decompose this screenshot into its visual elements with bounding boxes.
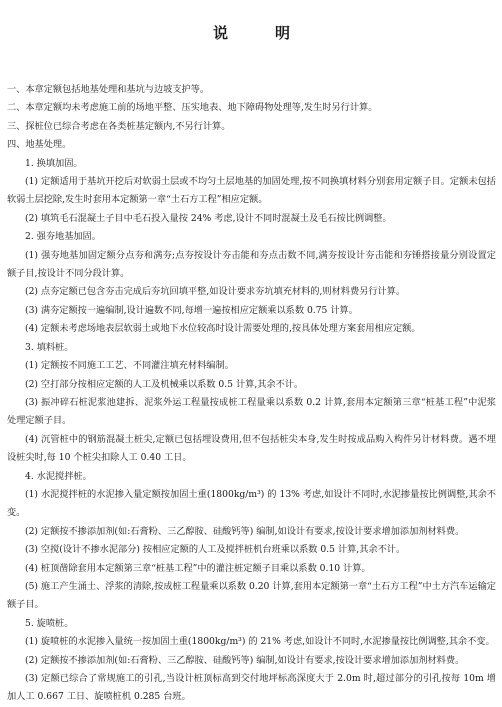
paragraph: (2) 定额按不掺添加剂(如:石膏粉、三乙醇胺、硅酸钙等) 编制,如设计有要求,按设计要求增加添加剂材料费。 — [25, 654, 465, 666]
paragraph: (2) 填筑毛石混凝土子目中毛石投入量按 24% 考虑,设计不同时混凝土及毛石按比例调整。 — [25, 212, 392, 224]
document-body — [7, 81, 496, 707]
paragraph: 二、本章定额均未考虑施工前的场地平整、压实地表、地下障碍物处理等,发生时另行计算。 — [7, 102, 378, 114]
paragraph: 三、探桩位已综合考虑在各类桩基定额内,不另行计算。 — [7, 120, 231, 132]
paragraph: (5) 施工产生涌土、浮浆的清除,按成桩工程量乘以系数 0.20 计算,套用本定额第一章“土石方工程”中土方汽车运输定额子目。 — [7, 580, 496, 611]
paragraph: 4. 水泥搅拌桩。 — [25, 470, 92, 482]
paragraph: 2. 强夯地基加固。 — [25, 231, 101, 243]
page-title: 说 明 — [212, 24, 306, 42]
paragraph: (4) 定额未考虑场地表层软弱土或地下水位较高时设计需要处理的,按具体处理方案套用相应定额。 — [25, 323, 421, 335]
paragraph: 一、本章定额包括地基处理和基坑与边坡支护等。 — [7, 84, 210, 95]
paragraph: (2) 点夯定额已包含夯击完成后夯坑回填平整,如设计要求夯坑填充材料的,则材料费另行计算。 — [25, 286, 406, 298]
paragraph: (1) 定额适用于基坑开挖后对软弱土层或不均匀土层地基的加固处理,按不同换填材料分别套用定额子目。定额未包括软弱土层挖除,发生时套用本定额第一章“土石方工程”相应定额。 — [7, 176, 496, 206]
paragraph: (3) 定额已综合了常规施工的引孔,当设计桩顶标高到交付地坪标高深度大于 2.0m 时,超过部分的引孔按每 10m 增加人工 0.667 工日、旋喷桩机 0.285 台班。 — [7, 673, 496, 703]
paragraph: (3) 振冲碎石桩泥浆池建拆、泥浆外运工程量按成桩工程量乘以系数 0.2 计算,套用本定额第三章“桩基工程”中泥浆处理定额子目。 — [7, 396, 496, 427]
paragraph: 1. 换填加固。 — [25, 157, 83, 169]
paragraph: (1) 水泥搅拌桩的水泥掺入量定额按加固土重(1800kg/m³) 的 13% 考虑,如设计不同时,水泥掺量按比例调整,其余不变。 — [7, 488, 496, 519]
paragraph: (1) 定额按不同施工工艺、不同灌注填充材料编制。 — [25, 360, 234, 372]
paragraph: (3) 满夯定额按一遍编制,设计遍数不同,每增一遍按相应定额乘以系数 0.75 计算。 — [25, 304, 358, 316]
paragraph: (3) 空搅(设计不掺水泥部分) 按相应定额的人工及搅拌桩机台班乘以系数 0.5 计算,其余不计。 — [25, 544, 406, 556]
paragraph: (2) 空打部分按相应定额的人工及机械乘以系数 0.5 计算,其余不计。 — [25, 378, 304, 390]
paragraph: (2) 定额按不掺添加剂(如:石膏粉、三乙醇胺、硅酸钙等) 编制,如设计有要求,按设计要求增加添加剂材料费。 — [25, 525, 465, 537]
paragraph: 四、地基处理。 — [7, 139, 72, 151]
paragraph: (4) 桩顶凿除套用本定额第三章“桩基工程”中的灌注桩定额子目乘以系数 0.10 计算。 — [25, 562, 371, 574]
paragraph: (1) 强夯地基加固定额分点夯和满夯;点夯按设计夯击能和夯点击数不同,满夯按设计夯击能和夯锤搭接量分别设置定额子目,按设计不同分段计算。 — [7, 249, 496, 280]
paragraph: 5. 旋喷桩。 — [25, 617, 74, 629]
paragraph: (1) 旋喷桩的水泥掺入量统一按加固土重(1800kg/m³) 的 21% 考虑,如设计不同时,水泥掺量按比例调整,其余不变。 — [25, 636, 495, 648]
paragraph: (4) 沉管桩中的钢筋混凝土桩尖,定额已包括埋设费用,但不包括桩尖本身,发生时按成品购入构件另计材料费。遇不埋设桩尖时,每 10 个桩尖扣除人工 0.40 工日。 — [7, 433, 496, 464]
paragraph: 3. 填料桩。 — [25, 341, 74, 353]
